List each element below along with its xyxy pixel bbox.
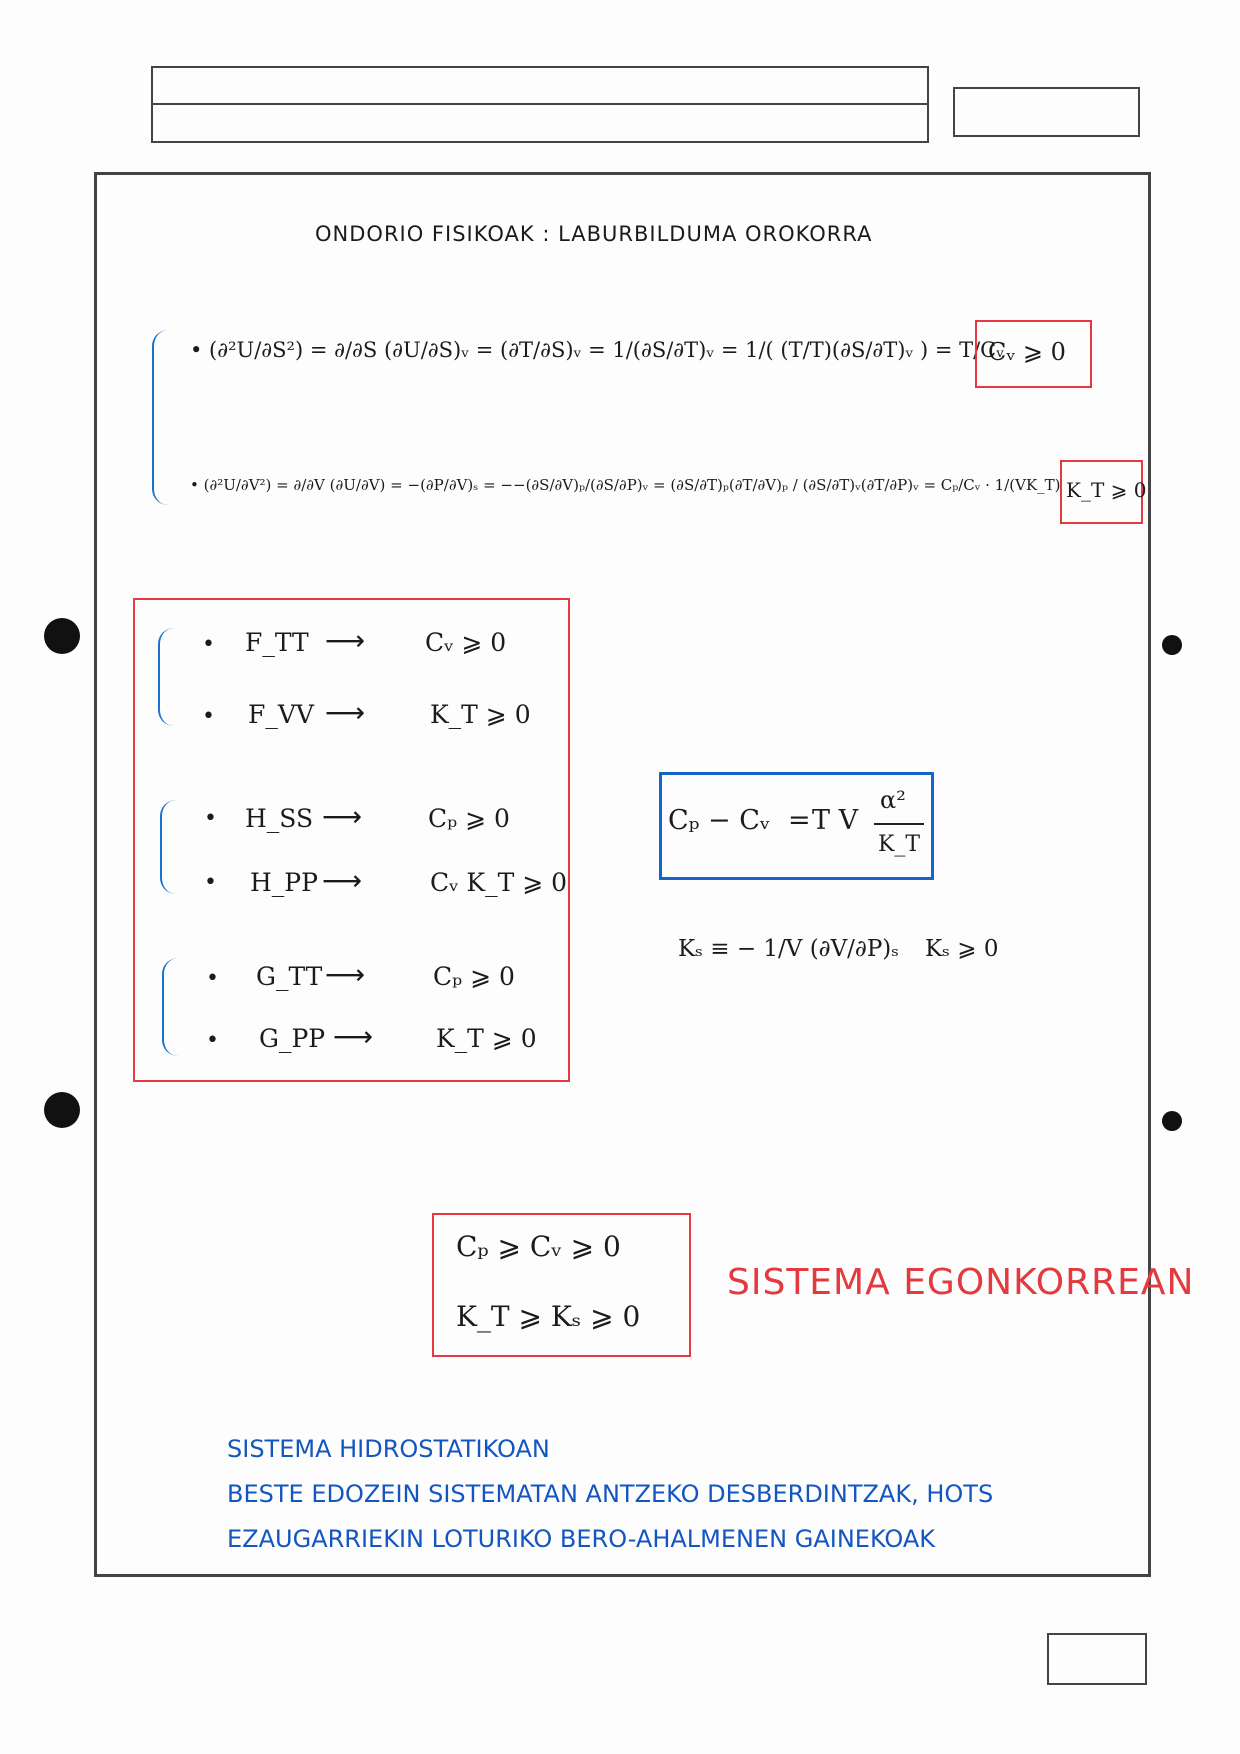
arrow-icon: ⟶ [325,696,366,729]
result-1: Cᵥ ⩾ 0 [988,338,1066,366]
header-box-bottom [151,103,929,143]
condition-rhs: Cₚ ⩾ 0 [428,804,510,833]
condition-lhs: H_SS [245,804,314,833]
bullet: • [204,870,217,895]
stable-system-label: SISTEMA EGONKORREAN [727,1262,1195,1303]
note-line-2: BESTE EDOZEIN SISTEMATAN ANTZEKO DESBERDINTZAK, HOTS [227,1480,994,1508]
condition-rhs: K_T ⩾ 0 [436,1024,537,1053]
note-line-1: SISTEMA HIDROSTATIKOAN [227,1435,550,1463]
brace-h [160,800,176,894]
condition-rhs: Cₚ ⩾ 0 [433,962,515,991]
bullet: • [206,966,219,991]
ks-condition: Kₛ ⩾ 0 [925,936,999,962]
arrow-icon: ⟶ [322,800,363,833]
summary-line-2: K_T ⩾ Kₛ ⩾ 0 [456,1300,641,1333]
condition-rhs: Cᵥ ⩾ 0 [425,628,507,657]
header-box-top [151,66,929,105]
condition-lhs: H_PP [250,868,318,897]
punch-hole-right-bottom [1162,1111,1182,1131]
relation-eq: = [788,805,811,836]
arrow-icon: ⟶ [325,958,366,991]
page-number-box [1047,1633,1147,1685]
equation-2: • (∂²U/∂V²) = ∂/∂V (∂U/∂V) = −(∂P/∂V)ₛ = −−(∂S/∂V)ₚ/(∂S/∂P)ᵥ = (∂S/∂T)ₚ(∂T/∂V)ₚ / (∂S/∂T)ᵥ(∂T/∂P)ᵥ = Cₚ/Cᵥ · 1/(VK_T) [190,476,1061,494]
brace-f [158,628,174,726]
fraction-line [874,823,924,825]
arrow-icon: ⟶ [333,1020,374,1053]
condition-rhs: Cᵥ K_T ⩾ 0 [430,868,567,897]
page-title: ONDORIO FISIKOAK : LABURBILDUMA OROKORRA [315,222,873,246]
condition-lhs: G_PP [259,1024,326,1053]
bullet: • [204,806,217,831]
relation-tv: T V [812,805,859,836]
conditions-box [133,598,570,1082]
ks-definition: Kₛ ≡ − 1/V (∂V/∂P)ₛ [678,936,900,962]
relation-den: K_T [878,832,921,857]
arrow-icon: ⟶ [325,624,366,657]
condition-lhs: F_TT [245,628,309,657]
bullet: • [202,632,215,657]
bullet: • [202,704,215,729]
arrow-icon: ⟶ [322,864,363,897]
header-box-right [953,87,1140,137]
bullet: • [206,1028,219,1053]
condition-lhs: F_VV [248,700,314,729]
punch-hole-left-bottom [44,1092,80,1128]
brace-g [162,958,178,1056]
equation-1: • (∂²U/∂S²) = ∂/∂S (∂U/∂S)ᵥ = (∂T/∂S)ᵥ = 1/(∂S/∂T)ᵥ = 1/( (T/T)(∂S/∂T)ᵥ ) = T/Cᵥ [190,338,1005,362]
punch-hole-left-top [44,618,80,654]
condition-rhs: K_T ⩾ 0 [430,700,531,729]
summary-line-1: Cₚ ⩾ Cᵥ ⩾ 0 [456,1230,621,1263]
condition-lhs: G_TT [256,962,323,991]
note-line-3: EZAUGARRIEKIN LOTURIKO BERO-AHALMENEN GAINEKOAK [227,1525,936,1553]
punch-hole-right-top [1162,635,1182,655]
result-2: K_T ⩾ 0 [1066,478,1147,502]
relation-num: α² [880,786,906,814]
relation-lhs: Cₚ − Cᵥ [668,805,770,836]
top-brace [152,330,168,505]
